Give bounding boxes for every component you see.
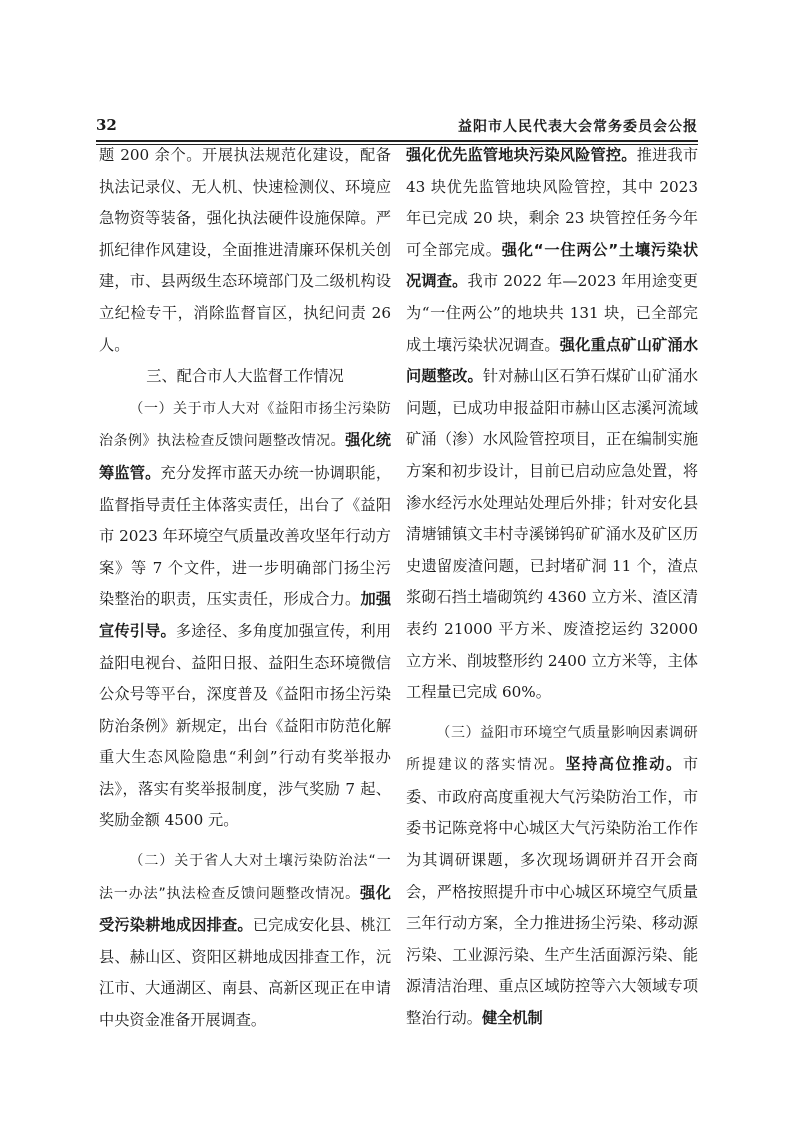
left-paragraph-3: [99, 845, 391, 1037]
lead-phrase: 坚持高位推动。: [565, 755, 683, 774]
body-text: 充分发挥市蓝天办统一协调职能，监督指导责任主体落实责任，出台了《益阳市 2023 年环境空气质量改善攻坚年行动方案》等 7 个文件，进一步明确部门扬尘污染整治的职责，压实责任，形成合力。: [99, 463, 392, 609]
lead-phrase: 强化“一住两公”土壤污染状况调查。: [406, 240, 699, 291]
page-number: 32: [96, 116, 117, 134]
right-paragraph-1: [406, 140, 698, 709]
lead-phrase: 强化受污染耕地成因排查。: [99, 883, 391, 935]
body-text: 市委、市政府高度重视大气污染防治工作，市委书记陈竞将中心城区大气污染防治工作作为其调研课题，多次现场调研并召开会商会，严格按照提升市中心城区环境空气质量三年行动方案，全力推进扬尘污染、移动源污染、工业源污染、生产生活面源污染、能源清洁治理、重点区域防控等六大领域专项整治行动。: [406, 755, 699, 1028]
subsection-heading-1: （一）关于市人大对《益阳市扬尘污染防治条例》执法检查反馈问题整改情况。: [99, 400, 391, 450]
body-text: 多途径、多角度加强宣传，利用益阳电视台、益阳日报、益阳生态环境微信公众号等平台，深度普及《益阳市扬尘污染防治条例》新规定，出台《益阳市防范化解重大生态风险隐患“利剑”行动有奖举报办法》，落实有奖举报制度，涉气奖励 7 起、奖励金额 4500 元。: [99, 621, 392, 830]
page-header: [96, 114, 698, 140]
lead-phrase: 强化统筹监管。: [99, 431, 391, 482]
body-text: 推进我市 43 块优先监管地块风险管控，其中 2023 年已完成 20 块，剩余 23 块管控任务今年可全部完成。: [406, 146, 699, 259]
lead-phrase: 强化重点矿山矿涌水问题整改。: [406, 335, 699, 386]
running-title: 益阳市人民代表大会常务委员会公报: [458, 119, 698, 135]
right-column: [406, 140, 698, 1035]
lead-phrase: 强化优先监管地块污染风险管控。: [406, 146, 637, 164]
subsection-heading-3: （三）益阳市环境空气质量影响因素调研所提建议的落实情况。: [406, 724, 698, 774]
lead-phrase: 健全机制: [481, 1009, 543, 1028]
left-paragraph-2: [99, 393, 391, 837]
subsection-heading-2: （二）关于省人大对土壤污染防治法“一法一办法”执法检查反馈问题整改情况。: [99, 853, 391, 902]
body-text: 我市 2022 年—2023 年用途变更为“一住两公”的地块共 131 块，已全部完成土壤污染状况调查。: [406, 272, 698, 354]
left-paragraph-1: 题 200 余个。开展执法规范化建设，配备执法记录仪、无人机、快速检测仪、环境应急物资等装备，强化执法硬件设施保障。严抓纪律作风建设，全面推进清廉环保机关创建，市、县两级生态环境部门及二级机构设立纪检专干，消除监督盲区，执纪问责 26 人。: [99, 146, 391, 354]
right-paragraph-2: [406, 717, 698, 1035]
section-title: 三、配合市人大监督工作情况: [146, 367, 344, 386]
left-column: [99, 140, 391, 1037]
lead-phrase: 加强宣传引导。: [99, 590, 392, 640]
body-text: 针对赫山区石笋石煤矿山矿涌水问题，已成功申报益阳市赫山区志溪河流域矿涌（渗）水风险管控项目，正在编制实施方案和初步设计，目前已启动应急处置，将渗水经污水处理站处理后外排；针对安化县清塘铺镇文丰村寺溪锑钨矿矿涌水及矿区历史遗留废渣问题，已封堵矿洞 11 个，渣点浆砌石挡土墙砌筑约 4360 立方米、渣区清表约 21000 平方米、废渣挖运约 32000 立方米、削坡整形约 2400 立方米等，主体工程量已完成 60%。: [406, 367, 699, 702]
body-text: 已完成安化县、桃江县、赫山区、资阳区耕地成因排查工作，沅江市、大通湖区、南县、高新区现正在申请中央资金准备开展调查。: [99, 916, 392, 1030]
